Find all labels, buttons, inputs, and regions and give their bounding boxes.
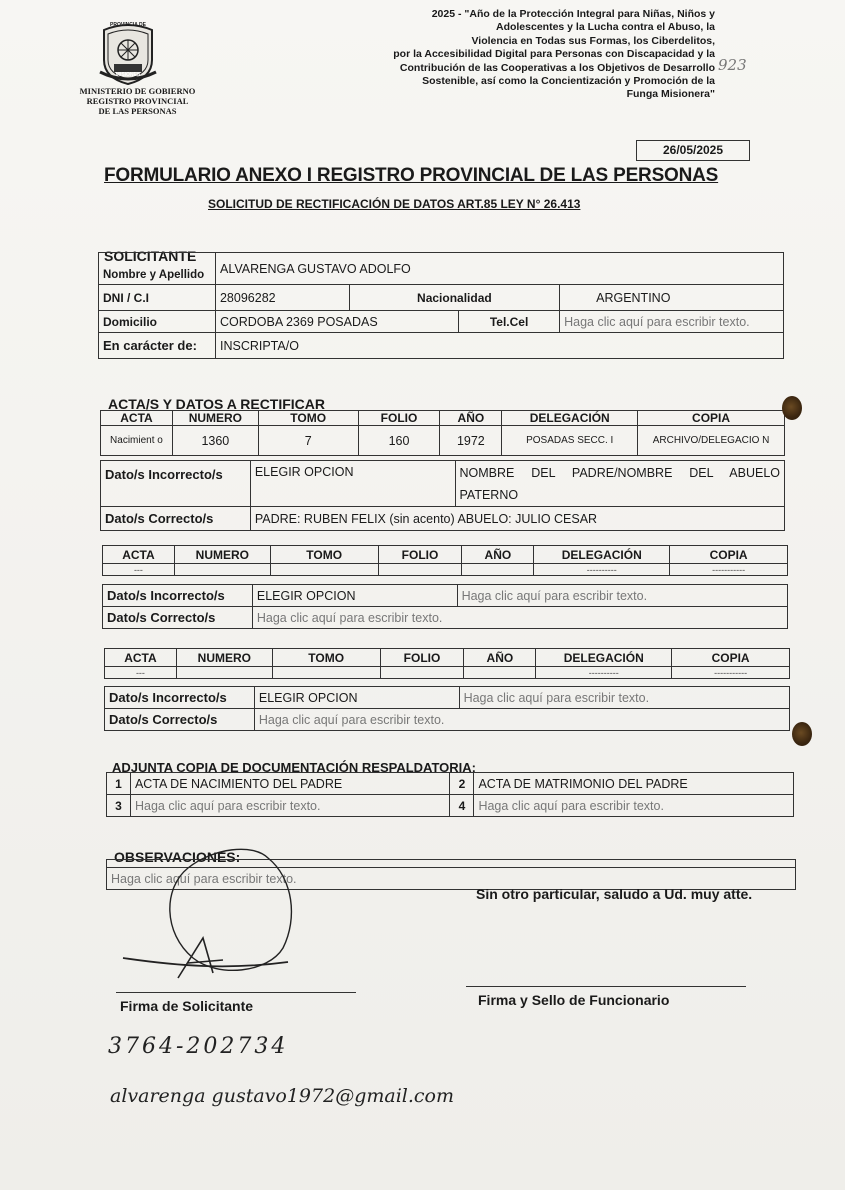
caracter-field[interactable]: INSCRIPTA/O bbox=[215, 333, 783, 359]
solicitante-heading: SOLICITANTE bbox=[104, 248, 197, 264]
firma-solicitante-label: Firma de Solicitante bbox=[120, 998, 254, 1014]
acta-3-correct-label: Dato/s Correcto/s bbox=[105, 709, 255, 731]
dni-field[interactable]: 28096282 bbox=[215, 285, 349, 311]
col-acta: ACTA bbox=[101, 411, 173, 426]
acta-2-table bbox=[102, 545, 788, 576]
adjunta-table bbox=[106, 772, 794, 817]
handwritten-phone: 3764-202734 bbox=[108, 1034, 289, 1059]
margin-note: 923 bbox=[718, 56, 747, 74]
ministry-line: REGISTRO PROVINCIAL bbox=[86, 96, 189, 106]
col-numero: NUMERO bbox=[176, 649, 272, 667]
acta-3-numero[interactable] bbox=[176, 667, 272, 679]
motto-line: Funga Misionera" bbox=[626, 88, 715, 101]
col-anio: AÑO bbox=[440, 411, 502, 426]
handwritten-signature bbox=[118, 848, 308, 988]
date-field[interactable]: 26/05/2025 bbox=[636, 140, 750, 161]
ministry-line: DE LAS PERSONAS bbox=[98, 106, 177, 116]
acta-1-incorrect-select[interactable]: ELEGIR OPCION bbox=[250, 461, 455, 507]
acta-1-datos bbox=[100, 460, 785, 531]
solicitante-signature-line bbox=[116, 992, 356, 993]
acta-3-tipo[interactable]: --- bbox=[105, 667, 177, 679]
col-tomo: TOMO bbox=[270, 546, 378, 564]
adjunta-heading: ADJUNTA COPIA DE DOCUMENTACIÓN RESPALDATORIA: bbox=[112, 760, 476, 775]
acta-2-folio[interactable] bbox=[378, 564, 462, 576]
motto-line: por la Accesibilidad Digital para Personas con Discapacidad y la bbox=[393, 48, 715, 61]
acta-3-incorrect-select[interactable]: ELEGIR OPCION bbox=[254, 687, 459, 709]
seal-text-top: PROVINCIA DE bbox=[110, 22, 146, 28]
col-delegacion: DELEGACIÓN bbox=[502, 411, 638, 426]
solicitante-table bbox=[98, 252, 784, 359]
adjunta-item[interactable]: ACTA DE NACIMIENTO DEL PADRE bbox=[130, 773, 450, 795]
domicilio-field[interactable]: CORDOBA 2369 POSADAS bbox=[215, 311, 458, 333]
adjunta-item[interactable]: Haga clic aquí para escribir texto. bbox=[130, 795, 450, 817]
ministry-line: MINISTERIO DE GOBIERNO bbox=[79, 86, 196, 96]
adjunta-item[interactable]: ACTA DE MATRIMONIO DEL PADRE bbox=[474, 773, 794, 795]
adjunta-num: 4 bbox=[450, 795, 474, 817]
col-numero: NUMERO bbox=[172, 411, 258, 426]
acta-1-incorrect-detail[interactable]: NOMBRE DEL PADRE/NOMBRE DEL ABUELO PATERNO bbox=[455, 461, 785, 507]
adjunta-item[interactable]: Haga clic aquí para escribir texto. bbox=[474, 795, 794, 817]
punch-hole bbox=[792, 722, 812, 746]
nombre-label: Nombre y Apellido bbox=[99, 253, 216, 285]
col-acta: ACTA bbox=[103, 546, 175, 564]
handwritten-email: alvarenga gustavo1972@gmail.com bbox=[110, 1085, 454, 1107]
acta-2-numero[interactable] bbox=[174, 564, 270, 576]
acta-2-incorrect-label: Dato/s Incorrecto/s bbox=[103, 585, 253, 607]
nombre-field[interactable]: ALVARENGA GUSTAVO ADOLFO bbox=[215, 253, 783, 285]
motto-line: Adolescentes y la Lucha contra el Abuso, la bbox=[495, 21, 715, 34]
acta-3-copia[interactable]: ----------- bbox=[672, 667, 790, 679]
form-title: FORMULARIO ANEXO I REGISTRO PROVINCIAL DE LAS PERSONAS bbox=[104, 165, 719, 186]
col-acta: ACTA bbox=[105, 649, 177, 667]
ministry-name bbox=[70, 86, 205, 116]
motto-line: Sostenible, así como la Concientización y Promoción de la bbox=[422, 75, 715, 88]
nacionalidad-label: Nacionalidad bbox=[349, 285, 559, 311]
col-folio: FOLIO bbox=[380, 649, 464, 667]
acta-2-datos bbox=[102, 584, 788, 629]
firma-funcionario-label: Firma y Sello de Funcionario bbox=[478, 992, 670, 1008]
tel-field[interactable]: Haga clic aquí para escribir texto. bbox=[560, 311, 784, 333]
acta-1-numero[interactable]: 1360 bbox=[172, 426, 258, 456]
col-copia: COPIA bbox=[672, 649, 790, 667]
acta-2-incorrect-select[interactable]: ELEGIR OPCION bbox=[252, 585, 457, 607]
motto-line: Violencia en Todas sus Formas, los Ciberdelitos, bbox=[471, 34, 715, 47]
caracter-label: En carácter de: bbox=[99, 333, 216, 359]
col-anio: AÑO bbox=[462, 546, 534, 564]
acta-3-incorrect-detail[interactable]: Haga clic aquí para escribir texto. bbox=[459, 687, 789, 709]
adjunta-num: 2 bbox=[450, 773, 474, 795]
form-subtitle: SOLICITUD DE RECTIFICACIÓN DE DATOS ART.85 LEY N° 26.413 bbox=[208, 197, 581, 211]
motto-line: Contribución de las Cooperativas a los Objetivos de Desarrollo bbox=[399, 61, 715, 74]
acta-2-delegacion[interactable]: ---------- bbox=[534, 564, 670, 576]
closing-text: Sin otro particular, saludo a Ud. muy atte. bbox=[476, 886, 753, 902]
funcionario-signature-line bbox=[466, 986, 746, 987]
acta-3-delegacion[interactable]: ---------- bbox=[536, 667, 672, 679]
acta-2-tomo[interactable] bbox=[270, 564, 378, 576]
acta-1-copia[interactable]: ARCHIVO/DELEGACIO N bbox=[638, 426, 785, 456]
year-motto bbox=[340, 8, 715, 102]
motto-line: 2025 - "Año de la Protección Integral para Niñas, Niños y bbox=[431, 8, 715, 20]
col-folio: FOLIO bbox=[358, 411, 440, 426]
adjunta-num: 3 bbox=[107, 795, 131, 817]
col-delegacion: DELEGACIÓN bbox=[534, 546, 670, 564]
col-copia: COPIA bbox=[638, 411, 785, 426]
acta-3-table bbox=[104, 648, 790, 679]
adjunta-num: 1 bbox=[107, 773, 131, 795]
seal-text-bottom: MISIONES bbox=[115, 72, 141, 78]
acta-1-folio[interactable]: 160 bbox=[358, 426, 440, 456]
acta-3-correct-field[interactable]: Haga clic aquí para escribir texto. bbox=[254, 709, 789, 731]
col-copia: COPIA bbox=[670, 546, 788, 564]
acta-3-tomo[interactable] bbox=[272, 667, 380, 679]
acta-1-correct-label: Dato/s Correcto/s bbox=[101, 507, 251, 531]
observaciones-heading: OBSERVACIONES: bbox=[114, 849, 241, 865]
acta-2-incorrect-detail[interactable]: Haga clic aquí para escribir texto. bbox=[457, 585, 787, 607]
tel-label: Tel.Cel bbox=[459, 311, 560, 333]
col-numero: NUMERO bbox=[174, 546, 270, 564]
acta-2-tipo[interactable]: --- bbox=[103, 564, 175, 576]
acta-3-incorrect-label: Dato/s Incorrecto/s bbox=[105, 687, 255, 709]
col-tomo: TOMO bbox=[258, 411, 358, 426]
acta-1-correct-field[interactable]: PADRE: RUBEN FELIX (sin acento) ABUELO: JULIO CESAR bbox=[250, 507, 784, 531]
col-delegacion: DELEGACIÓN bbox=[536, 649, 672, 667]
acta-3-datos bbox=[104, 686, 790, 731]
observaciones-field[interactable]: Haga clic aquí para escribir texto. bbox=[107, 868, 796, 890]
acta-2-correct-label: Dato/s Correcto/s bbox=[103, 607, 253, 629]
acta-2-copia[interactable]: ----------- bbox=[670, 564, 788, 576]
dni-label: DNI / C.I bbox=[99, 285, 216, 311]
acta-3-anio[interactable] bbox=[464, 667, 536, 679]
acta-1-delegacion[interactable]: POSADAS SECC. I bbox=[502, 426, 638, 456]
punch-hole bbox=[782, 396, 802, 420]
acta-1-tipo[interactable]: Nacimient o bbox=[101, 426, 173, 456]
domicilio-label: Domicilio bbox=[99, 311, 216, 333]
acta-2-anio[interactable] bbox=[462, 564, 534, 576]
acta-3-folio[interactable] bbox=[380, 667, 464, 679]
acta-1-table bbox=[100, 410, 785, 456]
actas-heading: ACTA/S Y DATOS A RECTIFICAR bbox=[108, 396, 326, 412]
acta-1-anio[interactable]: 1972 bbox=[440, 426, 502, 456]
acta-2-correct-field[interactable]: Haga clic aquí para escribir texto. bbox=[252, 607, 787, 629]
col-anio: AÑO bbox=[464, 649, 536, 667]
acta-1-incorrect-label: Dato/s Incorrecto/s bbox=[101, 461, 251, 507]
acta-1-tomo[interactable]: 7 bbox=[258, 426, 358, 456]
nacionalidad-field[interactable]: ARGENTINO bbox=[560, 285, 784, 311]
col-folio: FOLIO bbox=[378, 546, 462, 564]
col-tomo: TOMO bbox=[272, 649, 380, 667]
